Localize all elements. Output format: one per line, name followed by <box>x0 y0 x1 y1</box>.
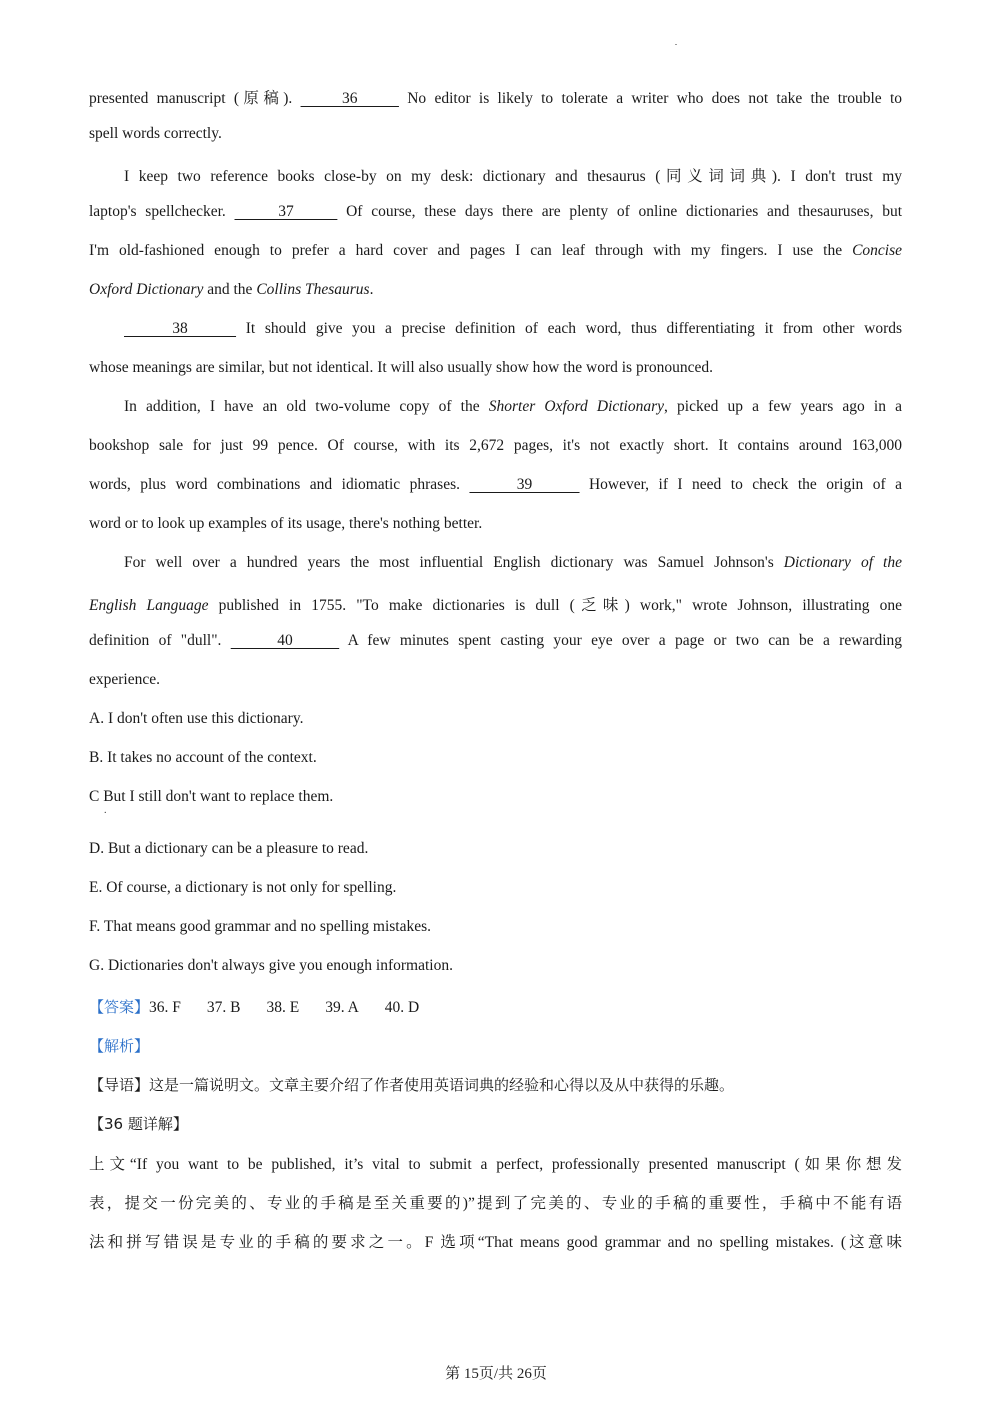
q36-line: 表，提交一份完美的、专业的手稿是至关重要的)”提到了完美的、专业的手稿的重要性，手稿中不能有语 <box>89 1195 902 1212</box>
q36-line: 法和拼写错误是专业的手稿的要求之一。F 选项“That means good grammar and no spelling mistakes. (这意味 <box>89 1234 902 1251</box>
text: presented manuscript (原稿). <box>89 90 301 107</box>
guide-tag: 【导语】 <box>89 1076 150 1094</box>
text: It should give you a precise definition of each word, thus differentiating it from other words <box>236 320 903 337</box>
passage-line <box>89 593 902 615</box>
option-c-dot: . <box>104 805 107 816</box>
book-title: Concise <box>852 242 902 259</box>
passage-line: experience. <box>89 671 160 688</box>
text: words, plus word combinations and idiomatic phrases. <box>89 476 470 493</box>
passage-line <box>89 398 902 416</box>
blank-37: 37 <box>234 203 338 220</box>
passage-line <box>89 86 902 108</box>
text: and the <box>203 281 257 298</box>
passage-line: whose meanings are similar, but not identical. It will also usually show how the word is pronounced. <box>89 359 714 376</box>
text: , picked up a few years ago in a <box>664 398 902 415</box>
text: Of course, these days there are plenty of online dictionaries and thesauruses, but <box>337 203 902 220</box>
option-g: G. Dictionaries don't always give you enough information. <box>89 957 453 974</box>
answer-item: 40. D <box>384 999 420 1016</box>
blank-40: 40 <box>230 632 340 649</box>
answer-item: 37. B <box>206 999 241 1016</box>
text: . <box>369 281 374 298</box>
page-number-footer: 第 15页/共 26页 <box>445 1366 547 1382</box>
text: However, if I need to check the origin of a <box>579 476 902 493</box>
answer-item: 39. A <box>325 999 359 1016</box>
passage-line: spell words correctly. <box>89 125 222 142</box>
text: published in 1755. "To make dictionaries is dull (乏味) work," wrote Johnson, illustrating one <box>208 597 902 614</box>
text: I'm old-fashioned enough to prefer a hard cover and pages I can leaf through with my fingers. I use the <box>89 242 853 259</box>
book-title: English Language <box>89 597 209 614</box>
option-e: E. Of course, a dictionary is not only for spelling. <box>89 879 397 896</box>
answer-item: 36. F <box>149 999 181 1016</box>
q36-line: 上文“If you want to be published, it’s vital to submit a perfect, professionally presented manuscript (如果你想发 <box>89 1156 902 1173</box>
passage-line: I keep two reference books close-by on my desk: dictionary and thesaurus (同义词词典). I don't trust my <box>124 168 902 185</box>
text: In addition, I have an old two-volume copy of the <box>124 398 489 415</box>
book-title: Dictionary of the <box>783 554 902 571</box>
passage-line <box>89 281 902 299</box>
text: definition of "dull". <box>89 632 231 649</box>
blank-36: 36 <box>300 90 399 107</box>
option-b: B. It takes no account of the context. <box>89 749 317 766</box>
q36-heading: 【36 题详解】 <box>89 1115 188 1133</box>
option-c: C But I still don't want to replace them. <box>89 788 334 805</box>
book-title: Oxford Dictionary <box>89 281 204 298</box>
passage-line: word or to look up examples of its usage, there's nothing better. <box>89 515 483 532</box>
passage-line <box>89 632 902 650</box>
analysis-tag: 【解析】 <box>89 1037 150 1055</box>
text: No editor is likely to tolerate a writer who does not take the trouble to <box>398 90 903 107</box>
book-title: Collins Thesaurus <box>256 281 370 298</box>
option-d: D. But a dictionary can be a pleasure to read. <box>89 840 369 857</box>
passage-line <box>89 554 902 572</box>
option-a: A. I don't often use this dictionary. <box>89 710 304 727</box>
passage-line <box>89 320 902 338</box>
option-f: F. That means good grammar and no spelling mistakes. <box>89 918 431 935</box>
passage-line: bookshop sale for just 99 pence. Of course, with its 2,672 pages, it's not exactly short. It contains around 163,000 <box>89 437 902 454</box>
guide-text: 这是一篇说明文。文章主要介绍了作者使用英语词典的经验和心得以及从中获得的乐趣。 <box>149 1076 735 1094</box>
passage-line <box>89 476 902 494</box>
passage-line <box>89 242 902 260</box>
passage-line <box>89 203 902 221</box>
answer-line <box>89 996 902 1017</box>
guide-line <box>89 1074 902 1095</box>
text: For well over a hundred years the most influential English dictionary was Samuel Johnson's <box>124 554 784 571</box>
text: laptop's spellchecker. <box>89 203 235 220</box>
scan-speck <box>675 44 677 45</box>
blank-39: 39 <box>469 476 580 493</box>
answer-item: 38. E <box>266 999 300 1016</box>
book-title: Shorter Oxford Dictionary <box>488 398 665 415</box>
blank-38: 38 <box>124 320 237 337</box>
answer-tag: 【答案】 <box>89 998 150 1016</box>
text: A few minutes spent casting your eye over a page or two can be a rewarding <box>339 632 902 649</box>
